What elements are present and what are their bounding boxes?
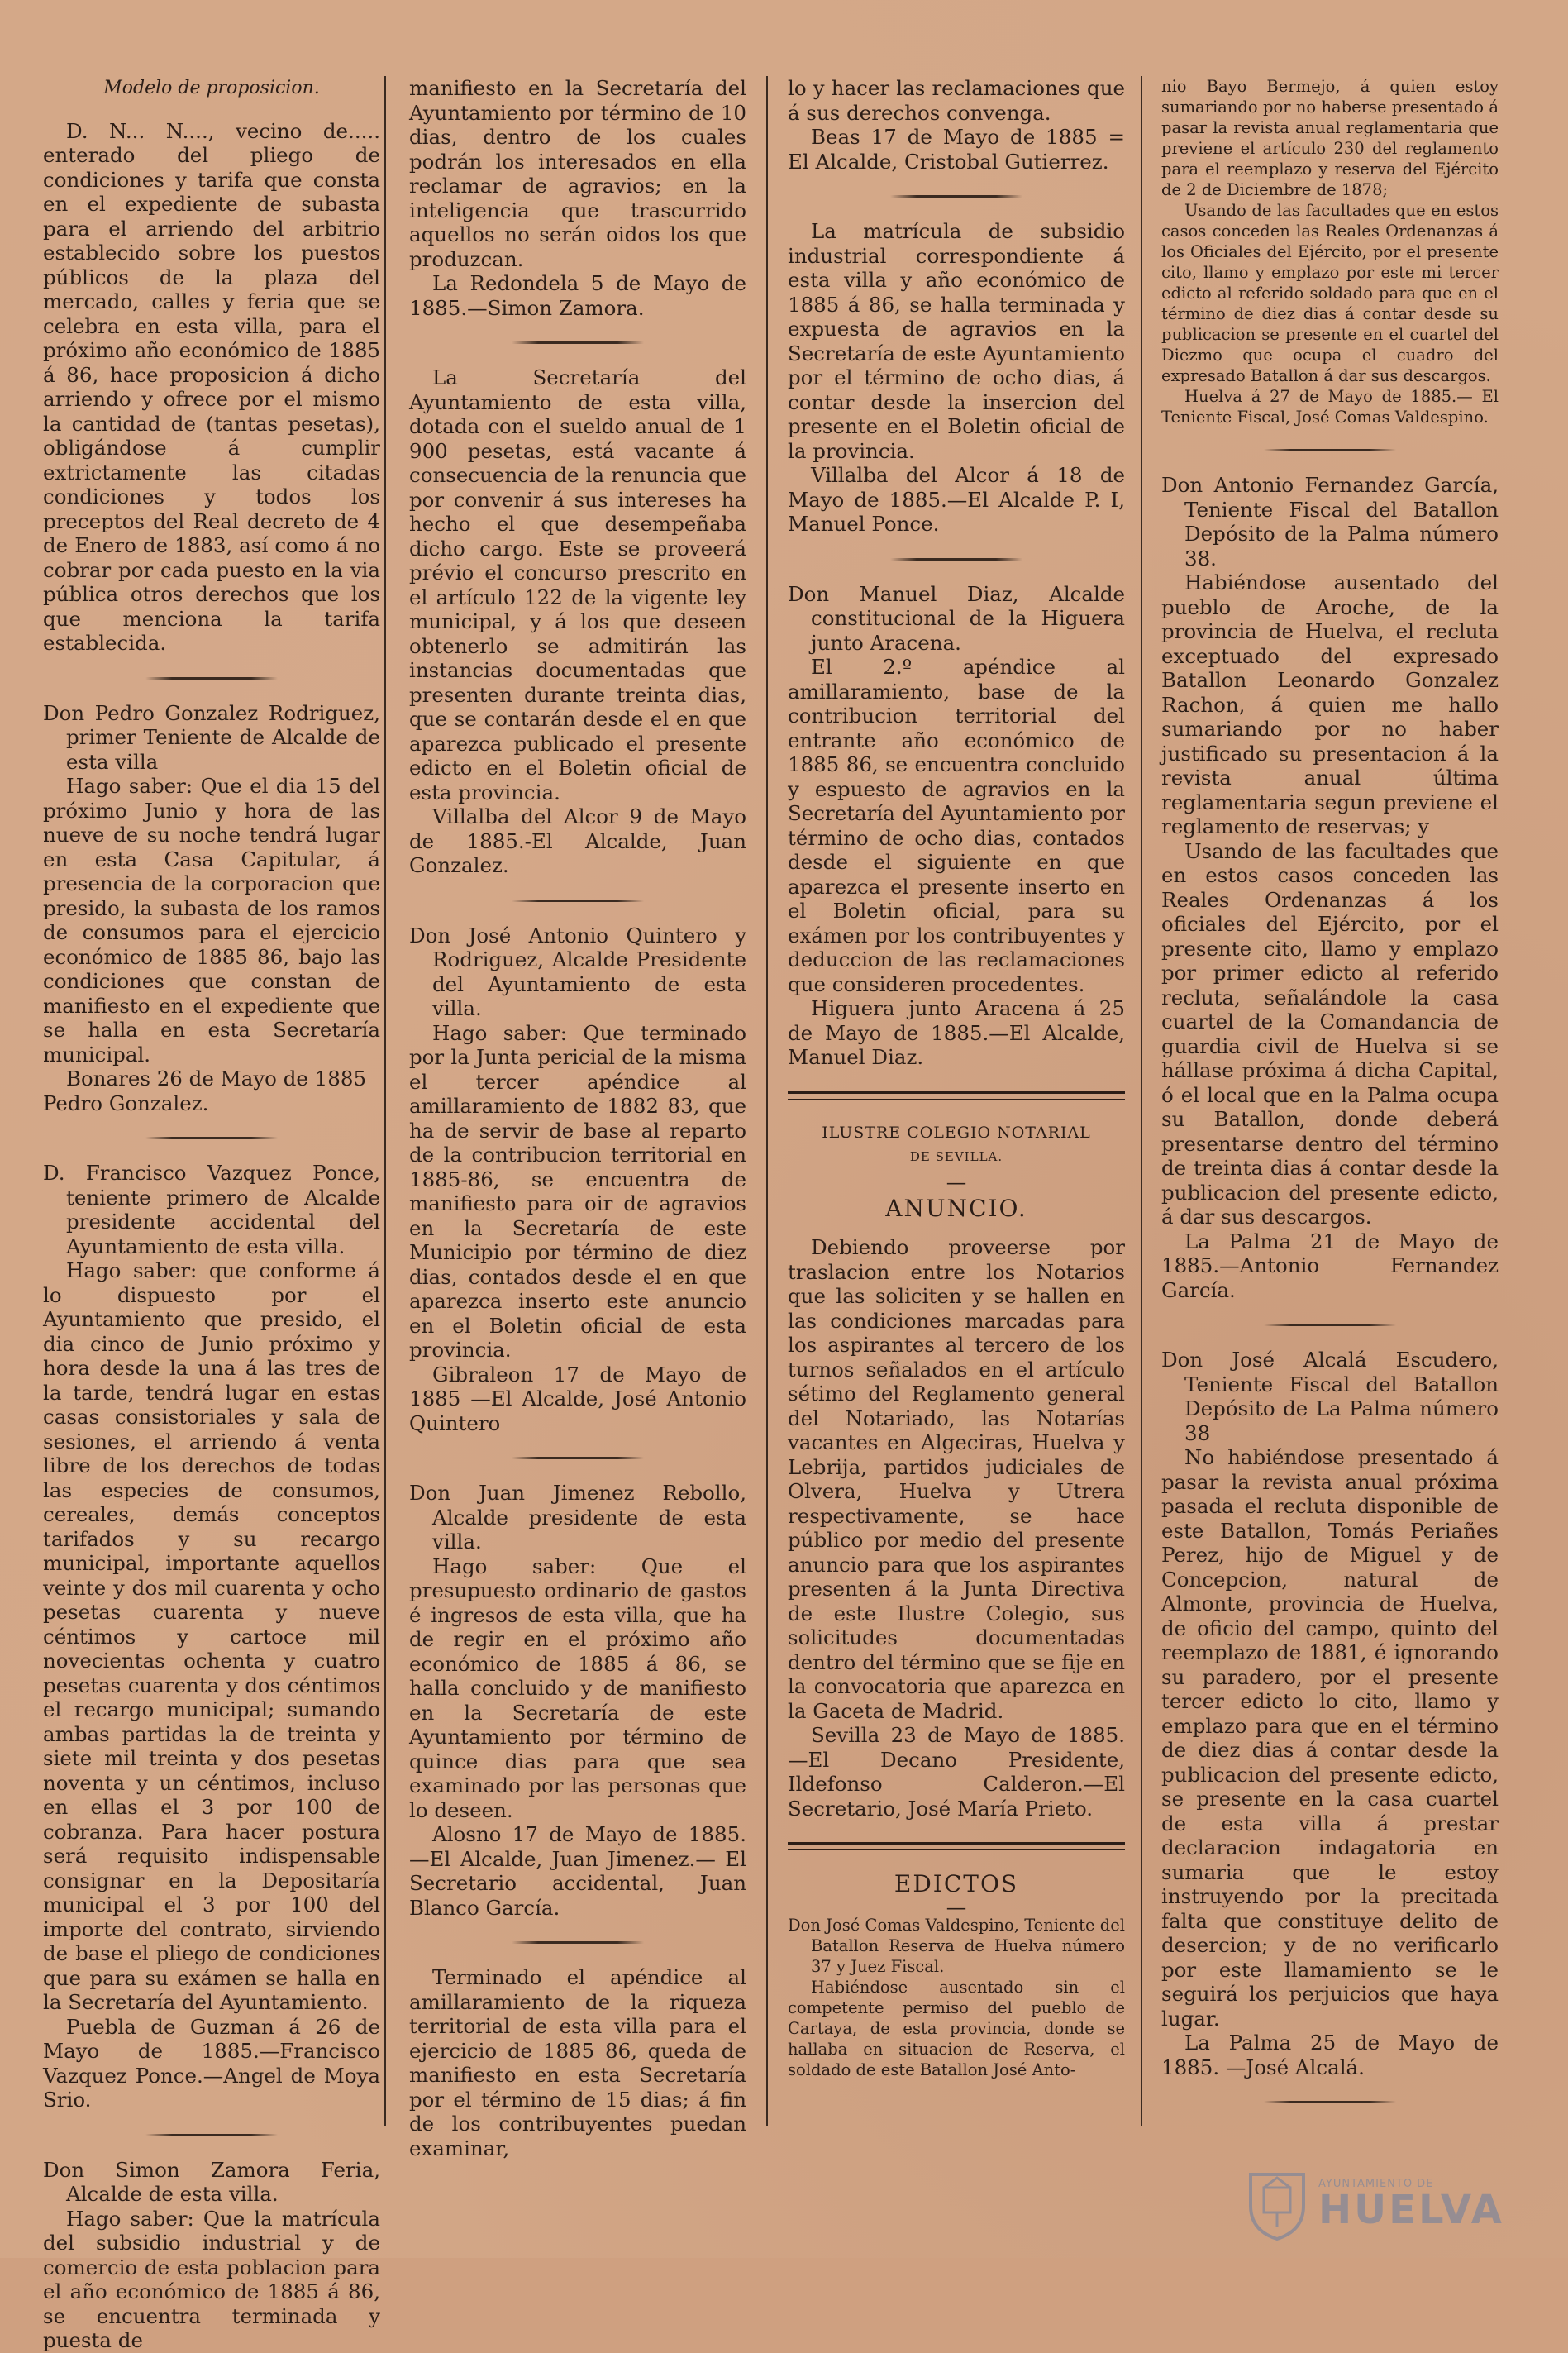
notice-body: La Secretaría del Ayuntamiento de esta villa, dotada con el sueldo anual de 1 900 pesetas, está vacante á consecuencia de la renuncia que por convenir á sus intereses ha hecho el que desempeñaba dicho cargo. Este se proveerá prévio el concurso prescrito en el artículo 122 de la vigente ley municipal, y á los que deseen obtenerlo se admitirán las instancias documentadas que presenten durante treinta dias, que se contarán desde el en que aparezca publicado el presente edicto en el Boletin oficial de esta provincia.: [409, 365, 746, 804]
column-3: [788, 76, 1125, 2080]
notice-header: Don Antonio Fernandez García, Teniente Fiscal del Batallon Depósito de la Palma número 38.: [1161, 473, 1499, 570]
notice-header: Don José Antonio Quintero y Rodriguez, Alcalde Presidente del Ayuntamiento de esta villa.: [409, 923, 746, 1020]
notice-header: Don Manuel Diaz, Alcalde constitucional de la Higuera junto Aracena.: [788, 581, 1125, 655]
notice-signature: Villalba del Alcor 9 de Mayo de 1885.-El Alcalde, Juan Gonzalez.: [409, 804, 746, 877]
column-2: [409, 76, 746, 2160]
separator: [145, 2134, 278, 2136]
watermark-line1: AYUNTAMIENTO DE: [1318, 2177, 1434, 2190]
notice-body: manifiesto en la Secretaría del Ayuntamiento por término de 10 dias, dentro de los cuales podrán los interesados en ella reclamar de agravios; en la inteligencia que trascurrido aquellos no serán oidos los que produzcan.: [409, 76, 746, 271]
notice-body: El 2.º apéndice al amillaramiento, base de la contribucion territorial del entrante año económico de 1885 86, se encuentra concluido y espuesto de agravios en la Secretaría del Ayuntamiento por término de ocho dias, contados desde el siguiente en que aparezca el presente inserto en el Boletin oficial, para su exámen por los contribuyentes y deduccion de las reclamaciones que consideren procedentes.: [788, 655, 1125, 996]
notice-signature: Huelva á 27 de Mayo de 1885.— El Teniente Fiscal, José Comas Valdespino.: [1161, 387, 1499, 427]
notice-body: Hago saber: Que la matrícula del subsidio industrial y de comercio de esta poblacion para el año económico de 1885 á 86, se encuentra terminada y puesta de: [43, 2206, 380, 2352]
separator: [145, 1137, 278, 1139]
notice-header: Don Pedro Gonzalez Rodriguez, primer Teniente de Alcalde de esta villa: [43, 700, 380, 774]
notice-header: Don Juan Jimenez Rebollo, Alcalde presidente de esta villa.: [409, 1481, 746, 1554]
notice-signature: Sevilla 23 de Mayo de 1885. —El Decano Presidente, Ildefonso Calderon.—El Secretario, José María Prieto.: [788, 1723, 1125, 1821]
notice-body: Usando de las facultades que en estos casos conceden las Reales Ordenanzas á los oficiales del Ejército, por el presente cito, llamo y emplazo por primer edicto al referido recluta, señalándole la casa cuartel de la Comandancia de guardia civil de Huelva si se hállase próxima á dicha Capital, ó el local que en la Palma ocupa su Batallon, donde deberá presentarse dentro del término de treinta dias á contar desde la publicacion del presente edicto, á dar sus descargos.: [1161, 838, 1499, 1229]
separator: [512, 1941, 644, 1944]
double-rule: [788, 1842, 1125, 1850]
column-1: [43, 76, 380, 2353]
proposal-model-text: D. N... N...., vecino de..... enterado del pliego de condiciones y tarifa que consta en el expediente de subasta para el arriendo del arbitrio establecido sobre los puestos públicos de la plaza del mercado, calles y feria que se celebra en esta villa, para el próximo año económico de 1885 á 86, hace proposicion á dicho arriendo y ofrece por el mismo la cantidad de (tantas pesetas), obligándose á cumplir extrictamente las citadas condiciones y todos los preceptos del Real decreto de 4 de Enero de 1883, así como á no cobrar por cada puesto en la via pública otros derechos que los que menciona la tarifa establecida.: [43, 118, 380, 655]
notice-header: Don Simon Zamora Feria, Alcalde de esta villa.: [43, 2157, 380, 2206]
column-divider: [766, 76, 768, 2126]
notice-body: Habiéndose ausentado del pueblo de Aroche, de la provincia de Huelva, el recluta exceptuado del expresado Batallon Leonardo Gonzalez Rachon, á quien me hallo sumariando por no haber justificado su presentacion á la revista anual última reglamentaria segun previene el reglamento de reservas; y: [1161, 570, 1499, 838]
model-heading: Modelo de proposicion.: [103, 78, 320, 98]
notice-body: Hago saber: que conforme á lo dispuesto por el Ayuntamiento que presido, el dia cinco de Junio próximo y hora desde la una á las tres de la tarde, tendrá lugar en estas casas consistoriales y sala de sesiones, el arriendo á venta libre de los derechos de todas las especies de consumos, cereales, demás conceptos tarifados y su recargo municipal, importante aquellos veinte y dos mil cuarenta y ocho pesetas cuarenta y nueve céntimos y cartoce mil novecientas ochenta y cuatro pesetas cuarenta y dos céntimos el recargo municipal; sumando ambas partidas la de treinta y siete mil treinta y dos pesetas noventa y un céntimos, incluso en ellas el 3 por 100 de cobranza. Para hacer postura será requisito indispensable consignar en la Depositaría municipal el 3 por 100 del importe del contrato, sirviendo de base el pliego de condiciones que para su exámen se halla en la Secretaría del Ayuntamiento.: [43, 1258, 380, 2014]
notice-body: La matrícula de subsidio industrial correspondiente á esta villa y año económico de 1885 á 86, se halla terminada y expuesta de agravios en la Secretaría de este Ayuntamiento por el término de ocho dias, á contar desde la insercion del presente en el Boletin oficial de la provincia.: [788, 219, 1125, 463]
notice-signature: La Palma 25 de Mayo de 1885. —José Alcalá.: [1161, 2031, 1499, 2079]
separator: [1264, 2101, 1396, 2103]
notice-body: No habiéndose presentado á pasar la revista anual próxima pasada el recluta disponible de este Batallon, Tomás Periañes Perez, hijo de Miguel y de Concepcion, natural de Almonte, provincia de Huelva, de oficio del campo, quinto del reemplazo de 1881, é ignorando su paradero, por el presente tercer edicto lo cito, llamo y emplazo para que en el término de diez dias á contar desde la publicacion del presente edicto, se presente en la casa cuartel de esta villa á prestar declaracion indagatoria en sumaria que le estoy instruyendo por la precitada falta que constituye delito de desercion; y de no verificarlo por este llamamiento se le seguirá los perjuicios que haya lugar.: [1161, 1445, 1499, 2031]
separator: [1264, 449, 1396, 451]
separator: [145, 677, 278, 680]
notice-signature: La Palma 21 de Mayo de 1885.—Antonio Fernandez García.: [1161, 1229, 1499, 1302]
notice-body: nio Bayo Bermejo, á quien estoy sumariando por no haberse presentado á pasar la revista anual reglamentaria que previene el artículo 230 del reglamento para el reemplazo y reserva del Ejército de 2 de Diciembre de 1878;: [1161, 77, 1499, 199]
watermark-line2: HUELVA: [1318, 2186, 1504, 2233]
notice-body: Hago saber: Que terminado por la Junta pericial de la misma el tercer apéndice al amillaramiento de 1882 83, que ha de servir de base al reparto de la contribucion territorial en 1885-86, se encuentra de manifiesto para oir de agravios en la Secretaría de este Municipio por término de diez dias, contados desde el en que aparezca inserto este anuncio en el Boletin oficial de esta provincia.: [409, 1020, 746, 1362]
notice-signature: Beas 17 de Mayo de 1885 = El Alcalde, Cristobal Gutierrez.: [788, 125, 1125, 174]
notice-body: Debiendo proveerse por traslacion entre los Notarios que las soliciten y se hallen en las condiciones marcadas para los aspirantes al tercero de los turnos señalados en el artículo sétimo del Reglamento general del Notariado, las Notarías vacantes en Algeciras, Huelva y Lebrija, partidos judiciales de Olvera, Huelva y Utrera respectivamente, se hace público por medio del presente anuncio para que los aspirantes presenten á la Junta Directiva de este Ilustre Colegio, sus solicitudes documentadas dentro del término que se fije en la convocatoria que aparezca en la Gaceta de Madrid.: [788, 1235, 1125, 1723]
notice-body: lo y hacer las reclamaciones que á sus derechos convenga.: [788, 76, 1125, 125]
separator: [512, 1457, 644, 1459]
double-rule: [788, 1091, 1125, 1100]
separator: [890, 558, 1022, 561]
separator: [890, 195, 1022, 198]
short-dash: —: [946, 1894, 967, 1919]
notice-header: Don José Alcalá Escudero, Teniente Fiscal del Batallon Depósito de La Palma número 38: [1161, 1348, 1499, 1445]
column-4: [1161, 76, 1499, 2125]
separator: [1264, 1324, 1396, 1326]
anuncio-title: ANUNCIO.: [885, 1194, 1027, 1222]
notice-body: Usando de las facultades que en estos casos conceden las Reales Ordenanzas á los Oficiales del Ejército, por el presente cito, llamo y emplazo por este mi tercer edicto al referido soldado para que en el término de diez dias á contar desde su publicacion se presente en el cuartel del Diezmo que ocupa el cuadro del expresado Batallon á dar sus descargos.: [1161, 201, 1499, 385]
archive-watermark: [1244, 2166, 1504, 2241]
notice-body: Hago saber: Que el presupuesto ordinario de gastos é ingresos de esta villa, que ha de regir en el próximo año económico de 1885 á 86, se halla concluido y de manifiesto en la Secretaría de este Ayuntamiento por término de quince dias para que sea examinado por las personas que lo deseen.: [409, 1554, 746, 1822]
notice-body: Terminado el apéndice al amillaramiento de la riqueza territorial de esta villa para el ejercicio de 1885 86, queda de manifiesto en esta Secretaría por el término de 15 dias; á fin de los contribuyentes puedan examinar,: [409, 1965, 746, 2160]
watermark-text: [1318, 2177, 1504, 2233]
notice-header: Don José Comas Valdespino, Teniente del Batallon Reserva de Huelva número 37 y Juez Fiscal.: [788, 1915, 1125, 1976]
notice-body: Hago saber: Que el dia 15 del próximo Junio y hora de las nueve de su noche tendrá lugar en esta Casa Capitular, á presencia de la corporacion que presido, la subasta de los ramos de consumos para el ejercicio económico de 1885 86, bajo las condiciones que constan de manifiesto en el expediente que se halla en esta Secretaría municipal.: [43, 774, 380, 1067]
edictos-title: EDICTOS: [894, 1870, 1019, 1897]
coat-of-arms-icon: [1244, 2166, 1310, 2241]
notice-body: Habiéndose ausentado sin el competente permiso del pueblo de Cartaya, de esta provincia, donde se hallaba en situacion de Reserva, el soldado de este Batallon José Anto-: [788, 1977, 1125, 2079]
separator: [512, 341, 644, 344]
colegio-subtitle: DE SEVILLA.: [909, 1149, 1003, 1164]
notice-signature: Pedro Gonzalez.: [43, 1091, 209, 1115]
separator: [512, 900, 644, 902]
notice-signature: Villalba del Alcor á 18 de Mayo de 1885.—El Alcalde P. I, Manuel Ponce.: [788, 463, 1125, 536]
colegio-title: ILUSTRE COLEGIO NOTARIAL: [822, 1123, 1091, 1142]
column-divider: [384, 76, 386, 2126]
notice-signature: Gibraleon 17 de Mayo de 1885 —El Alcalde, José Antonio Quintero: [409, 1362, 746, 1435]
column-divider: [1141, 76, 1142, 2126]
notice-signature: La Redondela 5 de Mayo de 1885.—Simon Zamora.: [409, 271, 746, 320]
short-dash: —: [946, 1169, 967, 1194]
notice-signature: Puebla de Guzman á 26 de Mayo de 1885.—Francisco Vazquez Ponce.—Angel de Moya Srio.: [43, 2014, 380, 2112]
notice-header: D. Francisco Vazquez Ponce, teniente primero de Alcalde presidente accidental del Ayuntamiento de esta villa.: [43, 1161, 380, 1258]
notice-date: Bonares 26 de Mayo de 1885: [66, 1067, 367, 1091]
notice-signature: Higuera junto Aracena á 25 de Mayo de 1885.—El Alcalde, Manuel Diaz.: [788, 996, 1125, 1069]
notice-signature: Alosno 17 de Mayo de 1885. —El Alcalde, Juan Jimenez.— El Secretario accidental, Juan Blanco García.: [409, 1822, 746, 1920]
